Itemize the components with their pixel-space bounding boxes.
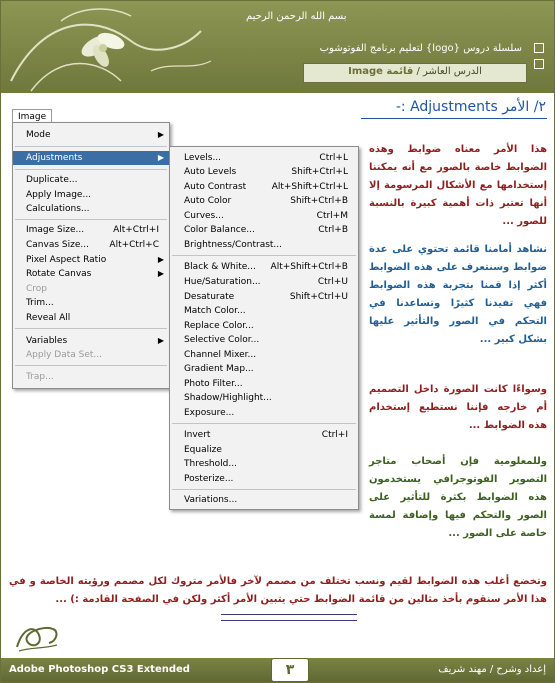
menu-item-calculations[interactable]	[13, 202, 169, 216]
menu-shortcut: Shift+Ctrl+L	[291, 167, 348, 177]
image-menu-tab[interactable]: Image	[12, 109, 52, 124]
menu-item-label: Channel Mixer...	[184, 350, 257, 360]
submenu-item-hue-saturation[interactable]	[170, 275, 358, 289]
submenu-item-black-white[interactable]	[170, 260, 358, 274]
menu-item-adjustments[interactable]	[13, 151, 169, 165]
header-banner	[1, 1, 554, 93]
paragraph-4: وللمعلومية فإن أصحاب متاجر التصوير الفوتوجرافي يستخدمون هذه الضوابط بكثرة للتأثير على الصور والتحكم فيها وإضافة لمسة خاصة على الصور ...	[369, 456, 547, 539]
menu-item-label: Color Balance...	[184, 225, 255, 235]
menu-shortcut: Alt+Ctrl+I	[113, 225, 159, 235]
menu-item-image-size[interactable]	[13, 223, 169, 237]
menu-item-label: Pixel Aspect Ratio	[26, 255, 107, 265]
menu-shortcut: Alt+Ctrl+C	[109, 240, 159, 250]
submenu-item-gradient-map[interactable]	[170, 362, 358, 376]
paragraph-3: وسواءًا كانت الصورة داخل التصميم أم خارجه فإننا نستطيع إستخدام هذه الضوابط ...	[369, 384, 547, 431]
menu-item-label: Variables	[26, 336, 68, 346]
menu-separator	[172, 255, 356, 256]
submenu-item-selective-color[interactable]	[170, 333, 358, 347]
menu-item-label: Shadow/Highlight...	[184, 393, 272, 403]
menu-separator	[172, 423, 356, 424]
menu-item-canvas-size[interactable]	[13, 238, 169, 252]
submenu-item-shadow-highlight[interactable]	[170, 391, 358, 405]
submenu-item-replace-color[interactable]	[170, 319, 358, 333]
adjustments-submenu	[169, 146, 359, 510]
submenu-item-auto-contrast[interactable]	[170, 180, 358, 194]
square-bullet-icon	[534, 43, 544, 53]
menu-item-label: Photo Filter...	[184, 379, 243, 389]
submenu-item-posterize[interactable]	[170, 472, 358, 486]
menu-item-label: Trim...	[26, 298, 54, 308]
submenu-item-levels[interactable]	[170, 151, 358, 165]
menu-shortcut: Ctrl+U	[317, 277, 348, 287]
submenu-item-invert[interactable]	[170, 428, 358, 442]
menu-shortcut: Shift+Ctrl+B	[290, 196, 348, 206]
menu-item-label: Curves...	[184, 211, 224, 221]
menu-item-label: Exposure...	[184, 408, 235, 418]
lesson-topic: قائمة Image	[348, 66, 414, 77]
submenu-arrow-icon: ▶	[157, 336, 164, 345]
menu-item-label: Variations...	[184, 495, 238, 505]
submenu-arrow-icon: ▶	[157, 153, 164, 162]
submenu-item-desaturate[interactable]	[170, 290, 358, 304]
menu-item-label: Rotate Canvas	[26, 269, 92, 279]
paragraph-1: هذا الأمر معناه ضوابط وهذه الضوابط خاصة بالصور مع أنه يمكننا إستخدامها مع الأشكال المرسومة إلا أنها تعتبر ذات أهمية كبيرة بالنسبة للصور ...	[369, 144, 547, 227]
image-menu	[12, 122, 170, 389]
menu-item-pixel-aspect-ratio[interactable]	[13, 253, 169, 267]
menu-separator	[15, 169, 167, 170]
menu-item-label: Auto Levels	[184, 167, 237, 177]
lesson-number: الدرس العاشر /	[416, 66, 482, 77]
submenu-item-brightness-contrast[interactable]	[170, 238, 358, 252]
menu-item-label: Invert	[184, 430, 211, 440]
menu-item-trap	[13, 370, 169, 384]
menu-item-label: Reveal All	[26, 313, 71, 323]
menu-item-apply-image[interactable]	[13, 188, 169, 202]
menu-item-label: Posterize...	[184, 474, 234, 484]
menu-separator	[172, 489, 356, 490]
menu-item-reveal-all[interactable]	[13, 311, 169, 325]
menu-separator	[15, 328, 167, 329]
submenu-arrow-icon: ▶	[157, 269, 164, 278]
title-underline	[361, 118, 547, 119]
submenu-item-match-color[interactable]	[170, 304, 358, 318]
menu-shortcut: Ctrl+B	[318, 225, 348, 235]
submenu-arrow-icon: ▶	[157, 130, 164, 139]
menu-item-label: Apply Image...	[26, 190, 92, 200]
submenu-item-variations[interactable]	[170, 493, 358, 507]
menu-separator	[15, 146, 167, 147]
menu-item-rotate-canvas[interactable]	[13, 267, 169, 281]
menu-item-label: Gradient Map...	[184, 364, 254, 374]
paragraph-5: وتخضع أغلب هذه الضوابط لقيم ونسب تختلف من مصمم لآخر فالأمر متروك لكل مصمم ورؤيته الخاصة و في هذا الأمر سنقوم بأخذ مثالين من قائمة الضوابط حتي يتبين الأمر أكثر ولكن في الصفحة القادمة :) ...	[9, 576, 547, 605]
menu-shortcut: Alt+Shift+Ctrl+L	[271, 182, 348, 192]
menu-item-apply-data-set	[13, 348, 169, 362]
menu-item-label: Auto Contrast	[184, 182, 247, 192]
menu-item-label: Black & White...	[184, 262, 256, 272]
menu-item-duplicate[interactable]	[13, 173, 169, 187]
menu-item-label: Desaturate	[184, 292, 235, 302]
lesson-label	[304, 66, 526, 77]
submenu-item-photo-filter[interactable]	[170, 377, 358, 391]
menu-shortcut: Ctrl+L	[319, 153, 348, 163]
menu-item-variables[interactable]	[13, 334, 169, 348]
signature-logo	[13, 619, 61, 655]
menu-item-label: Hue/Saturation...	[184, 277, 261, 287]
section-title: ٢/ الأمر Adjustments :-	[395, 99, 546, 115]
divider-line	[221, 620, 357, 621]
menu-item-label: Threshold...	[184, 459, 237, 469]
menu-item-label: Duplicate...	[26, 175, 78, 185]
menu-item-crop	[13, 282, 169, 296]
menu-shortcut: Shift+Ctrl+U	[289, 292, 348, 302]
floral-swirl-decoration	[1, 1, 241, 93]
series-title: سلسلة دروس {logo} لتعليم برنامج الفوتوشوب	[319, 43, 522, 54]
submenu-item-threshold[interactable]	[170, 457, 358, 471]
menu-item-label: Canvas Size...	[26, 240, 89, 250]
square-bullet-icon	[534, 59, 544, 69]
menu-item-label: Apply Data Set...	[26, 350, 102, 360]
submenu-item-auto-levels[interactable]	[170, 165, 358, 179]
submenu-item-auto-color[interactable]	[170, 194, 358, 208]
menu-item-label: Trap...	[26, 372, 54, 382]
menu-item-label: Adjustments	[26, 153, 83, 163]
menu-item-label: Calculations...	[26, 204, 90, 214]
submenu-item-curves[interactable]	[170, 209, 358, 223]
menu-item-label: Replace Color...	[184, 321, 254, 331]
menu-item-label: Brightness/Contrast...	[184, 240, 283, 250]
submenu-arrow-icon: ▶	[157, 255, 164, 264]
footer-bar	[1, 658, 554, 682]
divider-line	[221, 614, 357, 615]
menu-item-label: Crop	[26, 284, 48, 294]
menu-item-label: Image Size...	[26, 225, 85, 235]
menu-shortcut: Alt+Shift+Ctrl+B	[270, 262, 348, 272]
paragraph-2: نشاهد أمامنا قائمة تحتوي على عدة ضوابط وسنتعرف على هذه الضوابط أكثر إذا قمنا بتجربة هذه الضوابط فهي تفيدنا كثيرًا وتساعدنا في التحكم في الصور والتأثير عليها بشكل كبير ...	[369, 244, 547, 345]
menu-item-label: Equalize	[184, 445, 222, 455]
author-credit: إعداد وشرح / مهند شريف	[438, 664, 546, 675]
page-number: ٣	[271, 658, 309, 682]
menu-separator	[15, 219, 167, 220]
menu-item-trim[interactable]	[13, 296, 169, 310]
submenu-item-color-balance[interactable]	[170, 223, 358, 237]
menu-item-label: Auto Color	[184, 196, 232, 206]
lesson-bar	[303, 63, 527, 83]
menu-item-label: Selective Color...	[184, 335, 260, 345]
menu-item-label: Mode	[26, 130, 51, 140]
app-name: Adobe Photoshop CS3 Extended	[9, 664, 190, 675]
submenu-item-channel-mixer[interactable]	[170, 348, 358, 362]
submenu-item-exposure[interactable]	[170, 406, 358, 420]
menu-shortcut: Ctrl+M	[316, 211, 348, 221]
basmala-text: بسم الله الرحمن الرحيم	[246, 11, 347, 22]
menu-item-label: Match Color...	[184, 306, 246, 316]
menu-separator	[15, 365, 167, 366]
submenu-item-equalize[interactable]	[170, 443, 358, 457]
menu-item-mode[interactable]	[13, 128, 169, 142]
menu-item-label: Levels...	[184, 153, 222, 163]
menu-shortcut: Ctrl+I	[321, 430, 348, 440]
